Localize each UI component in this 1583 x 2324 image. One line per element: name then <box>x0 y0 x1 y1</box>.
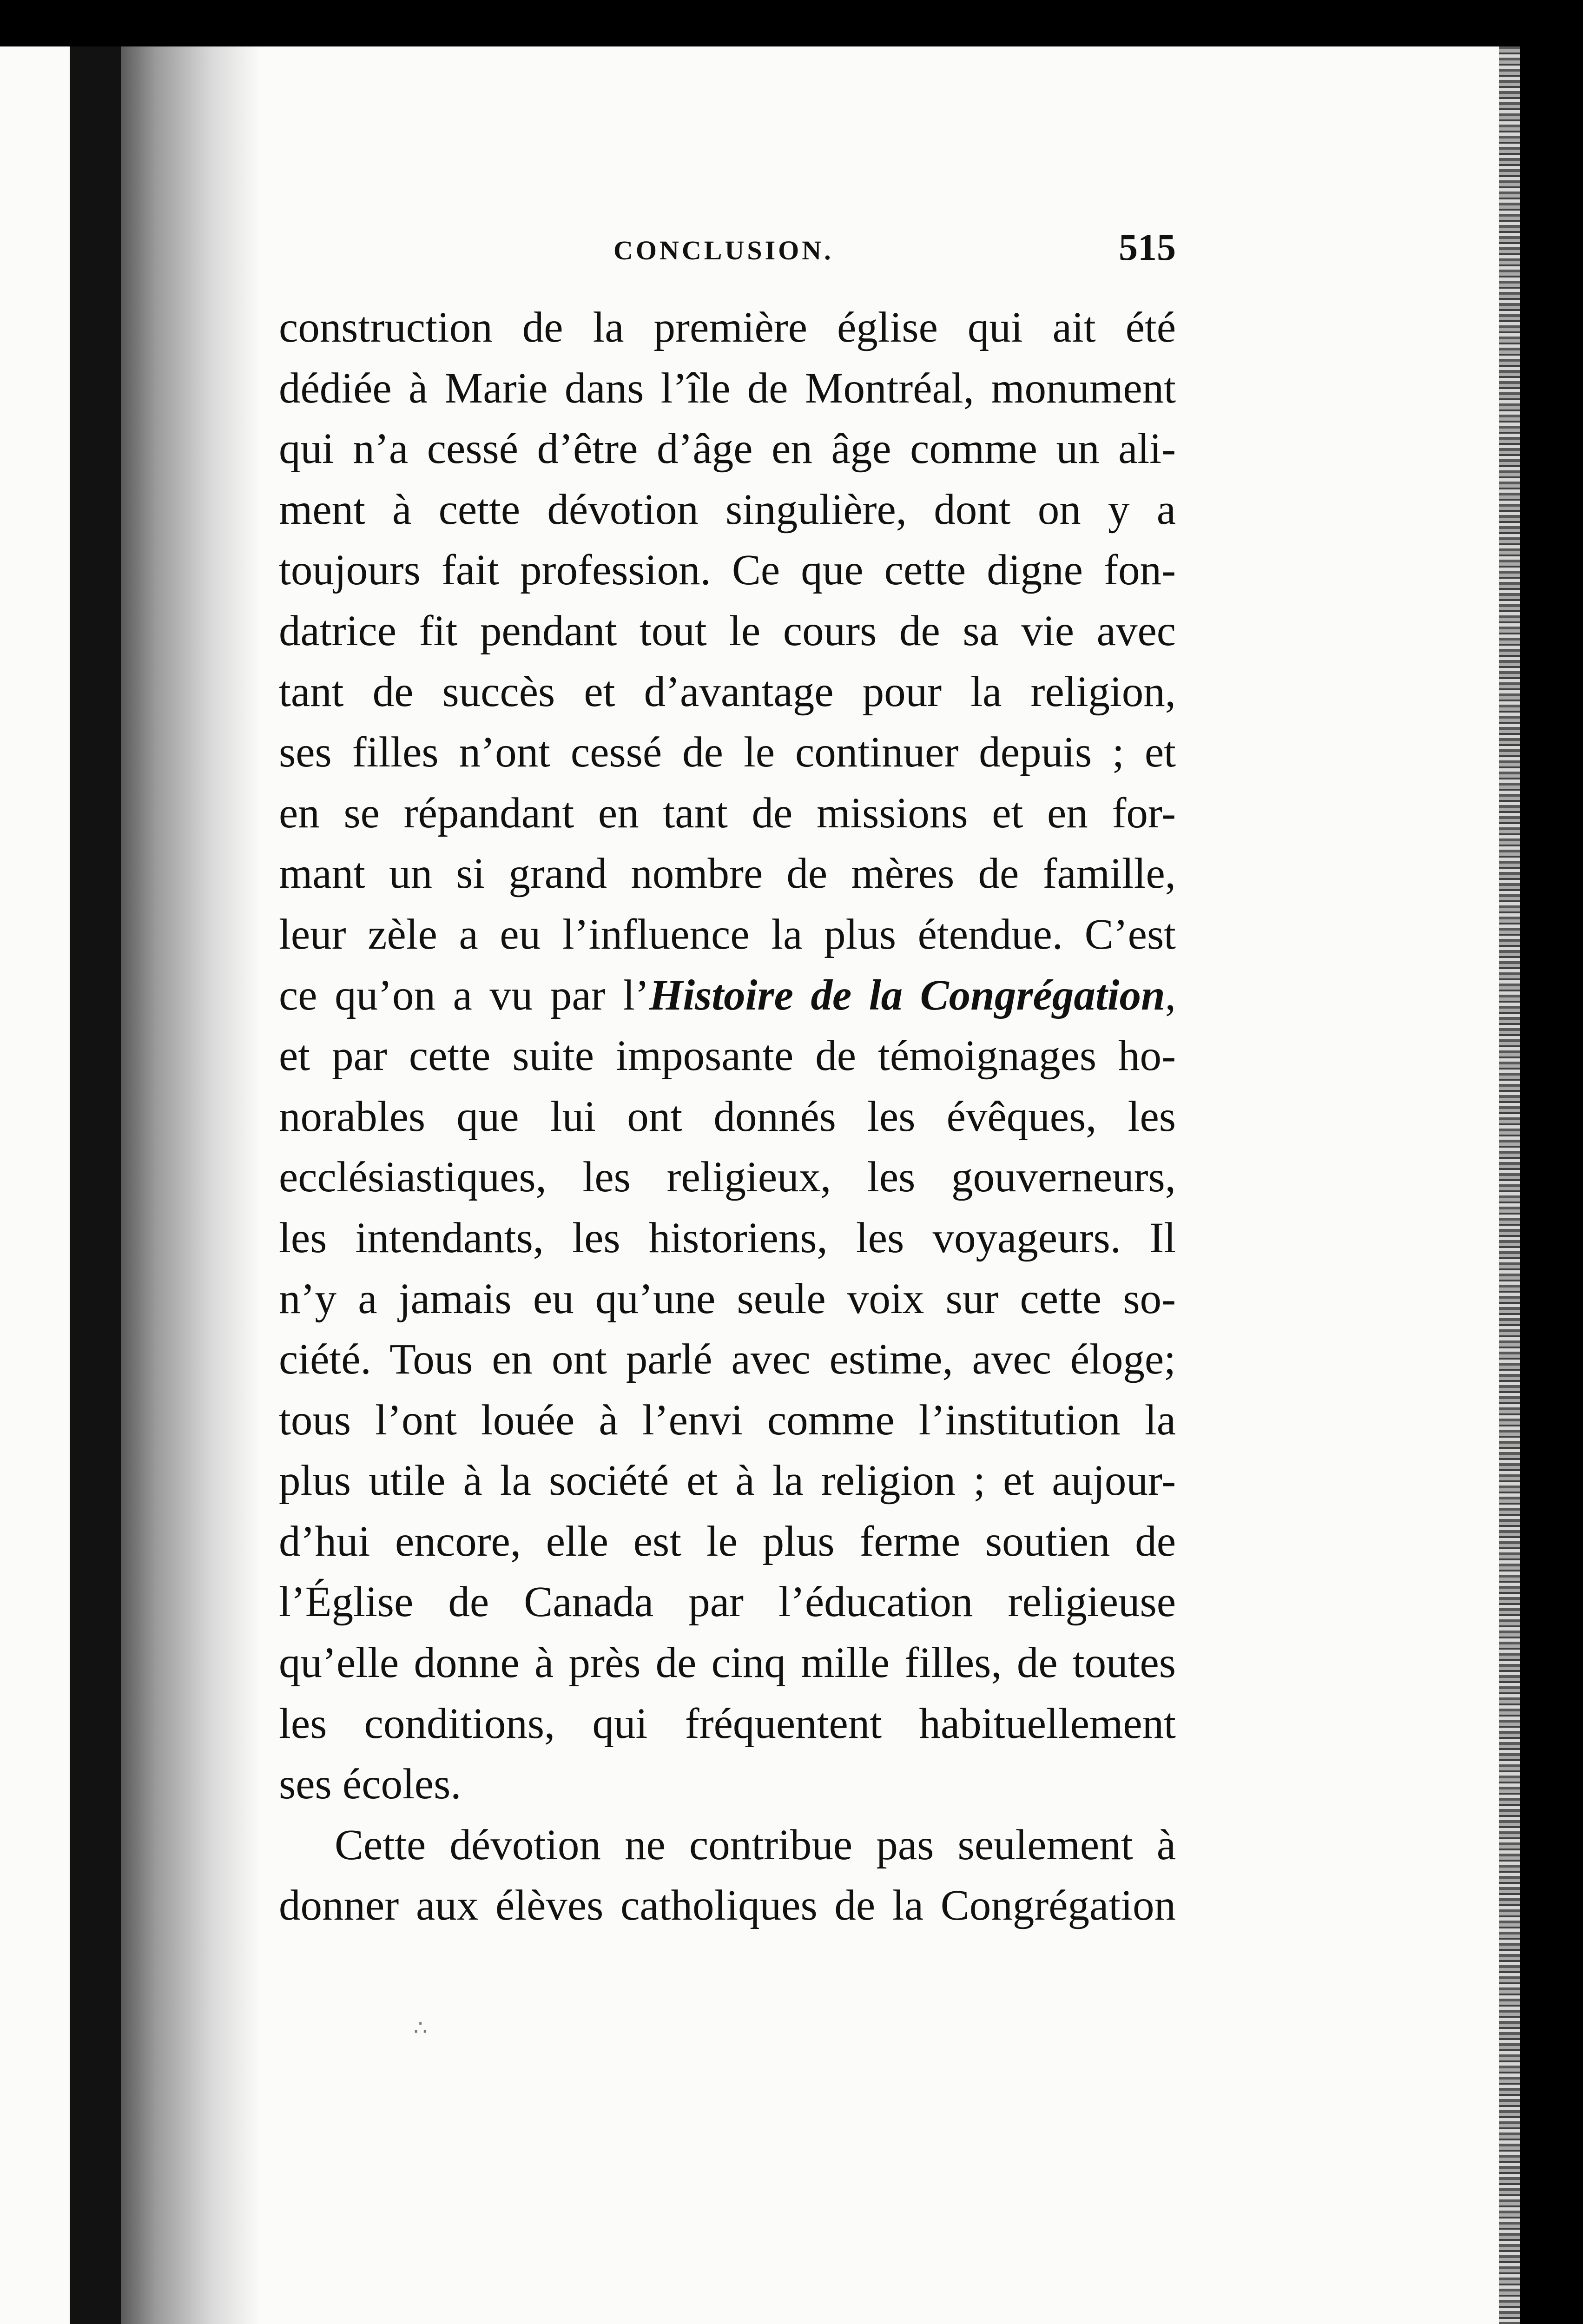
text-line: n’y a jamais eu qu’une seule voix sur cette so- <box>279 1274 1176 1323</box>
running-title: CONCLUSION. <box>613 235 834 265</box>
page-number: 515 <box>1119 226 1176 268</box>
fore-edge <box>1499 46 1520 2324</box>
text-line: datrice fit pendant tout le cours de sa vie avec <box>279 607 1176 655</box>
text-line: ciété. Tous en ont parlé avec estime, avec éloge; <box>279 1335 1176 1384</box>
text-line: leur zèle a eu l’influence la plus étendue. C’est <box>279 910 1176 958</box>
text-line: mant un si grand nombre de mères de famille, <box>279 850 1176 898</box>
text-line: dédiée à Marie dans l’île de Montréal, monument <box>279 364 1176 412</box>
text-line: et par cette suite imposante de témoignages ho- <box>279 1032 1176 1080</box>
text-line: toujours fait profession. Ce que cette digne fon- <box>279 546 1176 594</box>
gutter-shadow <box>121 46 260 2324</box>
italic-book-title: Histoire de la Congrégation <box>649 971 1165 1019</box>
text-line-suffix: , <box>1165 971 1176 1019</box>
text-line: d’hui encore, elle est le plus ferme soutien de <box>279 1517 1176 1565</box>
text-line-prefix: ce qu’on a vu par l’ <box>279 971 649 1019</box>
ornament-mark: ∴ <box>414 2015 428 2040</box>
text-line: qui n’a cessé d’être d’âge en âge comme un ali- <box>279 425 1176 473</box>
running-head <box>279 225 1176 286</box>
binding-edge <box>70 46 121 2324</box>
text-line: construction de la première église qui ait été <box>279 304 1176 351</box>
text-line: ecclésiastiques, les religieux, les gouverneurs, <box>279 1153 1176 1202</box>
text-line: ment à cette dévotion singulière, dont on y a <box>279 485 1176 534</box>
text-line: les intendants, les historiens, les voyageurs. Il <box>279 1214 1176 1262</box>
text-line: en se répandant en tant de missions et en for- <box>279 789 1176 837</box>
text-line: l’Église de Canada par l’éducation religieuse <box>279 1578 1176 1626</box>
text-line-with-title <box>279 965 1176 1026</box>
text-line: donner aux élèves catholiques de la Congrégation <box>279 1882 1176 1930</box>
text-line: tous l’ont louée à l’envi comme l’institution la <box>279 1396 1176 1444</box>
text-line-paragraph-start: Cette dévotion ne contribue pas seulement à <box>335 1821 1176 1869</box>
text-line: norables que lui ont donnés les évêques, les <box>279 1092 1176 1141</box>
text-line: plus utile à la société et à la religion ; et aujour- <box>279 1457 1176 1505</box>
text-line: ses filles n’ont cessé de le continuer depuis ; et <box>279 728 1176 777</box>
text-line: tant de succès et d’avantage pour la religion, <box>279 667 1176 716</box>
text-line: les conditions, qui fréquentent habituellement <box>279 1699 1176 1748</box>
text-line: qu’elle donne à près de cinq mille filles, de toutes <box>279 1639 1176 1687</box>
body-text <box>279 297 1176 1936</box>
text-line: ses écoles. <box>279 1760 462 1809</box>
